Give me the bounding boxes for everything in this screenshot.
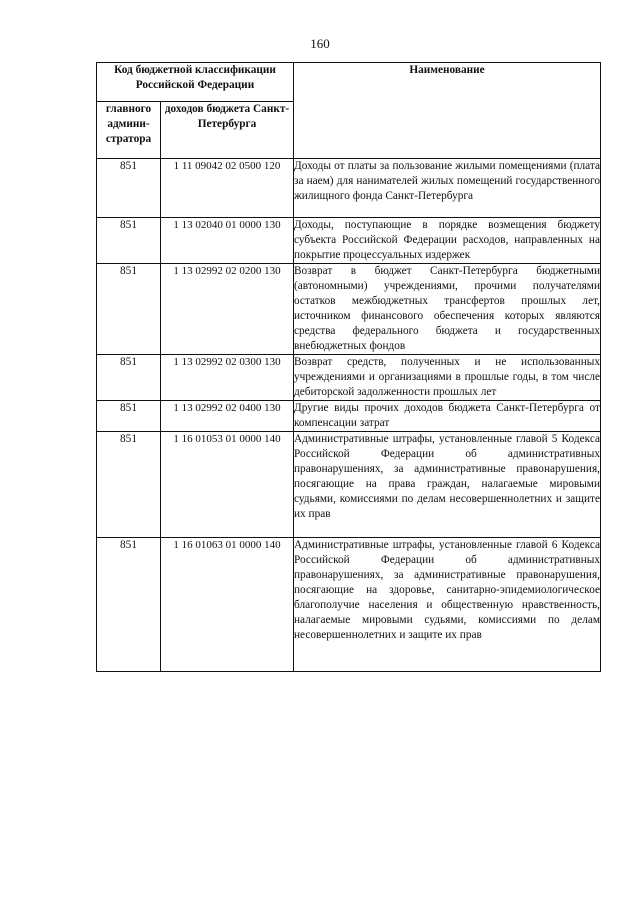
- header-code-group: Код бюджетной классификации Российской Федерации: [97, 63, 294, 102]
- admin-code-cell: 851: [97, 355, 161, 401]
- name-cell: Возврат в бюджет Санкт-Петербурга бюджетными (автономными) учреждениями, прочими получателями остатков межбюджетных трансфертов прошлых лет, источником финансового обеспечения которых являются средства федерального бюджета и государственных внебюджетных фондов: [294, 264, 601, 355]
- admin-code-cell: 851: [97, 432, 161, 538]
- name-cell: Доходы, поступающие в порядке возмещения бюджету субъекта Российской Федерации расходов, направленных на покрытие процессуальных издержек: [294, 218, 601, 264]
- table-row: [97, 264, 601, 355]
- table-row: [97, 218, 601, 264]
- name-cell: Административные штрафы, установленные главой 5 Кодекса Российской Федерации об административных правонарушениях, за административные правонарушения, посягающие на права граждан, налагаемые мировыми судьями, комиссиями по делам несовершеннолетних и защите их прав: [294, 432, 601, 538]
- page-number: 160: [310, 36, 330, 51]
- table-row: [97, 355, 601, 401]
- name-cell: Доходы от платы за пользование жилыми помещениями (плата за наем) для нанимателей жилых помещений государственного жилищного фонда Санкт-Петербурга: [294, 159, 601, 218]
- budget-classification-table: [96, 62, 601, 672]
- income-code-cell: 1 13 02992 02 0400 130: [161, 401, 294, 432]
- income-code-cell: 1 16 01063 01 0000 140: [161, 538, 294, 672]
- header-admin-column: главного админи-стратора: [97, 102, 161, 159]
- admin-code-cell: 851: [97, 218, 161, 264]
- income-code-cell: 1 16 01053 01 0000 140: [161, 432, 294, 538]
- admin-code-cell: 851: [97, 264, 161, 355]
- table-row: [97, 401, 601, 432]
- header-name: Наименование: [294, 63, 601, 159]
- admin-code-cell: 851: [97, 538, 161, 672]
- income-code-cell: 1 13 02040 01 0000 130: [161, 218, 294, 264]
- income-code-cell: 1 11 09042 02 0500 120: [161, 159, 294, 218]
- table-row: [97, 432, 601, 538]
- name-cell: Возврат средств, полученных и не использованных учреждениями и организациями в прошлые годы, в том числе дебиторской задолженности прошлых лет: [294, 355, 601, 401]
- table-row: [97, 538, 601, 672]
- income-code-cell: 1 13 02992 02 0300 130: [161, 355, 294, 401]
- income-code-cell: 1 13 02992 02 0200 130: [161, 264, 294, 355]
- admin-code-cell: 851: [97, 401, 161, 432]
- name-cell: Административные штрафы, установленные главой 6 Кодекса Российской Федерации об административных правонарушениях, за административные правонарушения, посягающие на здоровье, санитарно-эпидемиологическое благополучие населения и общественную нравственность, налагаемые мировыми судьями, комиссиями по делам несовершеннолетних и защите их прав: [294, 538, 601, 672]
- table-row: [97, 159, 601, 218]
- header-income-column: доходов бюджета Санкт-Петербурга: [161, 102, 294, 159]
- name-cell: Другие виды прочих доходов бюджета Санкт-Петербурга от компенсации затрат: [294, 401, 601, 432]
- admin-code-cell: 851: [97, 159, 161, 218]
